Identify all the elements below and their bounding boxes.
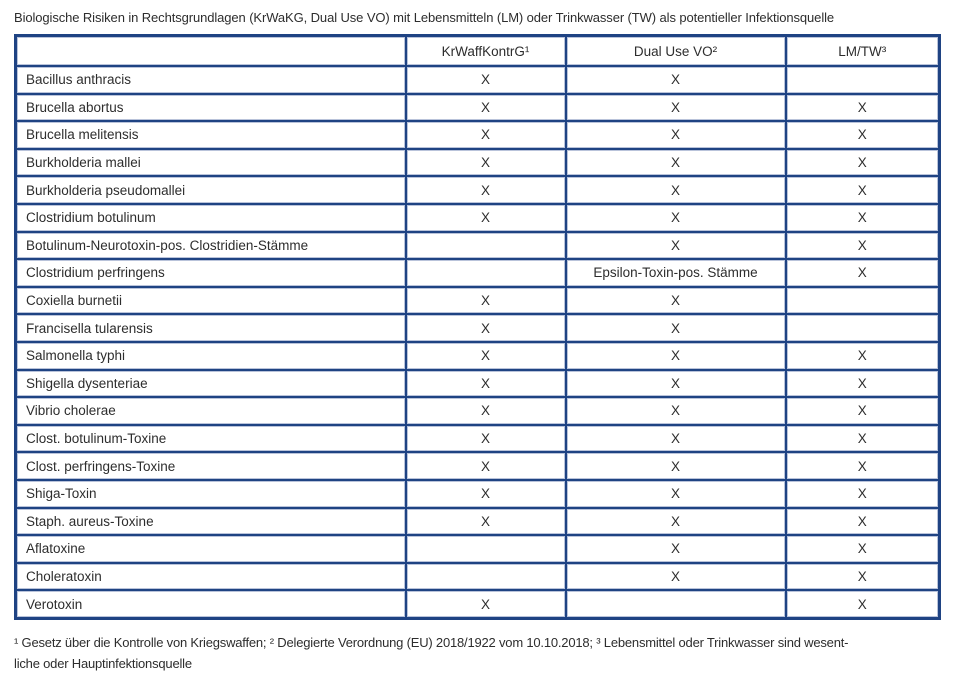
dual-use-vo-cell: X [566, 452, 786, 480]
table-row [16, 149, 940, 177]
dual-use-vo-cell: X [566, 121, 786, 149]
header-row [16, 36, 940, 67]
krwaffkontrg-cell [406, 563, 566, 591]
lm-tw-cell [786, 66, 940, 94]
agent-name-cell: Staph. aureus-Toxine [16, 508, 406, 536]
agent-name-cell: Salmonella typhi [16, 342, 406, 370]
agent-name-cell: Burkholderia mallei [16, 149, 406, 177]
krwaffkontrg-cell: X [406, 590, 566, 618]
table-row [16, 452, 940, 480]
agent-name-cell: Burkholderia pseudomallei [16, 176, 406, 204]
dual-use-vo-cell: X [566, 342, 786, 370]
table-row [16, 342, 940, 370]
krwaffkontrg-cell: X [406, 508, 566, 536]
lm-tw-cell: X [786, 259, 940, 287]
lm-tw-cell: X [786, 452, 940, 480]
krwaffkontrg-cell: X [406, 480, 566, 508]
lm-tw-cell: X [786, 149, 940, 177]
agent-name-cell: Botulinum-Neurotoxin-pos. Clostridien-Stämme [16, 232, 406, 260]
lm-tw-cell: X [786, 397, 940, 425]
agent-name-cell: Coxiella burnetii [16, 287, 406, 315]
dual-use-vo-cell: X [566, 563, 786, 591]
dual-use-vo-cell: X [566, 287, 786, 315]
agent-name-cell: Shiga-Toxin [16, 480, 406, 508]
table-row [16, 121, 940, 149]
krwaffkontrg-cell [406, 535, 566, 563]
table-row [16, 259, 940, 287]
table-row [16, 204, 940, 232]
krwaffkontrg-cell [406, 232, 566, 260]
lm-tw-cell: X [786, 121, 940, 149]
table-row [16, 535, 940, 563]
lm-tw-cell: X [786, 535, 940, 563]
table-row [16, 397, 940, 425]
risk-table [14, 34, 941, 620]
footnote-line-2: liche oder Hauptinfektionsquelle [14, 655, 192, 671]
agent-name-cell: Vibrio cholerae [16, 397, 406, 425]
dual-use-vo-cell: X [566, 370, 786, 398]
krwaffkontrg-cell: X [406, 204, 566, 232]
table-row [16, 176, 940, 204]
krwaffkontrg-cell [406, 259, 566, 287]
agent-name-cell: Clost. perfringens-Toxine [16, 452, 406, 480]
lm-tw-cell: X [786, 590, 940, 618]
agent-name-cell: Shigella dysenteriae [16, 370, 406, 398]
krwaffkontrg-cell: X [406, 66, 566, 94]
lm-tw-cell: X [786, 94, 940, 122]
krwaffkontrg-cell: X [406, 176, 566, 204]
lm-tw-cell [786, 314, 940, 342]
table-row [16, 314, 940, 342]
agent-name-cell: Clost. botulinum-Toxine [16, 425, 406, 453]
table-row [16, 370, 940, 398]
table-row [16, 590, 940, 618]
table-row [16, 563, 940, 591]
agent-name-cell: Francisella tularensis [16, 314, 406, 342]
lm-tw-cell: X [786, 425, 940, 453]
dual-use-vo-cell: Epsilon-Toxin-pos. Stämme [566, 259, 786, 287]
lm-tw-cell: X [786, 480, 940, 508]
table-row [16, 66, 940, 94]
krwaffkontrg-cell: X [406, 342, 566, 370]
agent-name-cell: Aflatoxine [16, 535, 406, 563]
table-row [16, 94, 940, 122]
dual-use-vo-cell: X [566, 232, 786, 260]
dual-use-vo-cell: X [566, 149, 786, 177]
page-title: Biologische Risiken in Rechtsgrundlagen (KrWaKG, Dual Use VO) mit Lebensmitteln (LM) oder Trinkwasser (TW) als potentieller Infektionsquelle [14, 10, 835, 25]
dual-use-vo-cell: X [566, 176, 786, 204]
column-header-empty [16, 36, 406, 67]
krwaffkontrg-cell: X [406, 370, 566, 398]
lm-tw-cell: X [786, 232, 940, 260]
krwaffkontrg-cell: X [406, 287, 566, 315]
agent-name-cell: Brucella melitensis [16, 121, 406, 149]
agent-name-cell: Clostridium perfringens [16, 259, 406, 287]
krwaffkontrg-cell: X [406, 94, 566, 122]
column-header-dual-use-vo: Dual Use VO² [566, 36, 786, 67]
table-row [16, 287, 940, 315]
krwaffkontrg-cell: X [406, 149, 566, 177]
dual-use-vo-cell: X [566, 66, 786, 94]
dual-use-vo-cell: X [566, 397, 786, 425]
krwaffkontrg-cell: X [406, 314, 566, 342]
lm-tw-cell: X [786, 204, 940, 232]
dual-use-vo-cell: X [566, 94, 786, 122]
lm-tw-cell [786, 287, 940, 315]
table-body [16, 66, 940, 618]
dual-use-vo-cell: X [566, 508, 786, 536]
krwaffkontrg-cell: X [406, 397, 566, 425]
dual-use-vo-cell: X [566, 425, 786, 453]
krwaffkontrg-cell: X [406, 121, 566, 149]
table-row [16, 232, 940, 260]
footnote-line-1: ¹ Gesetz über die Kontrolle von Kriegswaffen; ² Delegierte Verordnung (EU) 2018/1922 vom 10.10.2018; ³ Lebensmittel oder Trinkwasser sind wesent- [14, 634, 849, 650]
dual-use-vo-cell: X [566, 535, 786, 563]
lm-tw-cell: X [786, 342, 940, 370]
dual-use-vo-cell: X [566, 480, 786, 508]
agent-name-cell: Bacillus anthracis [16, 66, 406, 94]
column-header-lm-tw: LM/TW³ [786, 36, 940, 67]
agent-name-cell: Brucella abortus [16, 94, 406, 122]
table-row [16, 425, 940, 453]
dual-use-vo-cell: X [566, 204, 786, 232]
lm-tw-cell: X [786, 508, 940, 536]
krwaffkontrg-cell: X [406, 425, 566, 453]
dual-use-vo-cell [566, 590, 786, 618]
krwaffkontrg-cell: X [406, 452, 566, 480]
footnote [14, 633, 938, 675]
dual-use-vo-cell: X [566, 314, 786, 342]
agent-name-cell: Choleratoxin [16, 563, 406, 591]
table-row [16, 480, 940, 508]
table-row [16, 508, 940, 536]
agent-name-cell: Clostridium botulinum [16, 204, 406, 232]
agent-name-cell: Verotoxin [16, 590, 406, 618]
column-header-krwaffkontrg: KrWaffKontrG¹ [406, 36, 566, 67]
lm-tw-cell: X [786, 370, 940, 398]
lm-tw-cell: X [786, 563, 940, 591]
lm-tw-cell: X [786, 176, 940, 204]
